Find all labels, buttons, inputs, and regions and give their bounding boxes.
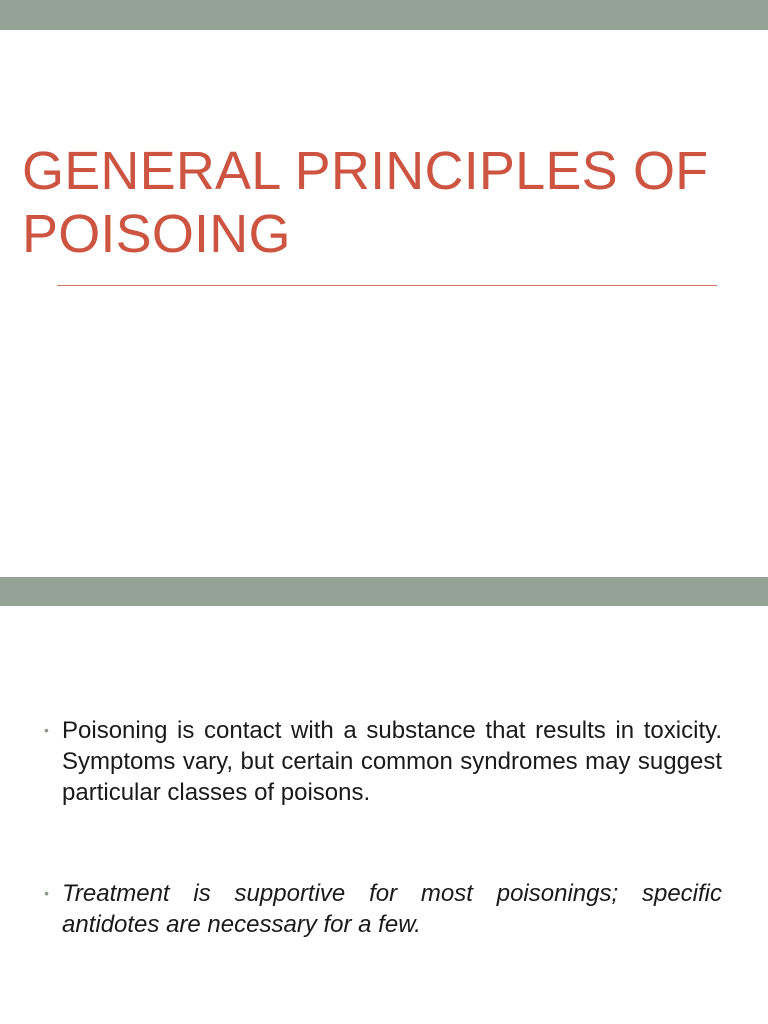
title-underline-divider bbox=[57, 285, 717, 286]
top-accent-band bbox=[0, 0, 768, 30]
bullet-text-definition: Poisoning is contact with a substance that results in toxicity. Symptoms vary, but certain common syndromes may suggest particular classes of poisons. bbox=[62, 717, 722, 806]
bullet-item-treatment bbox=[42, 878, 722, 940]
bullet-marker-icon: • bbox=[44, 885, 49, 901]
slide-separator-band bbox=[0, 577, 768, 606]
bullet-text-treatment: Treatment is supportive for most poisonings; specific antidotes are necessary for a few. bbox=[62, 880, 722, 938]
bullet-item-definition bbox=[42, 715, 722, 808]
bullet-marker-icon: • bbox=[44, 722, 49, 738]
slide-title: GENERAL PRINCIPLES OF POISOING bbox=[22, 141, 709, 264]
bullet-list bbox=[42, 715, 722, 940]
